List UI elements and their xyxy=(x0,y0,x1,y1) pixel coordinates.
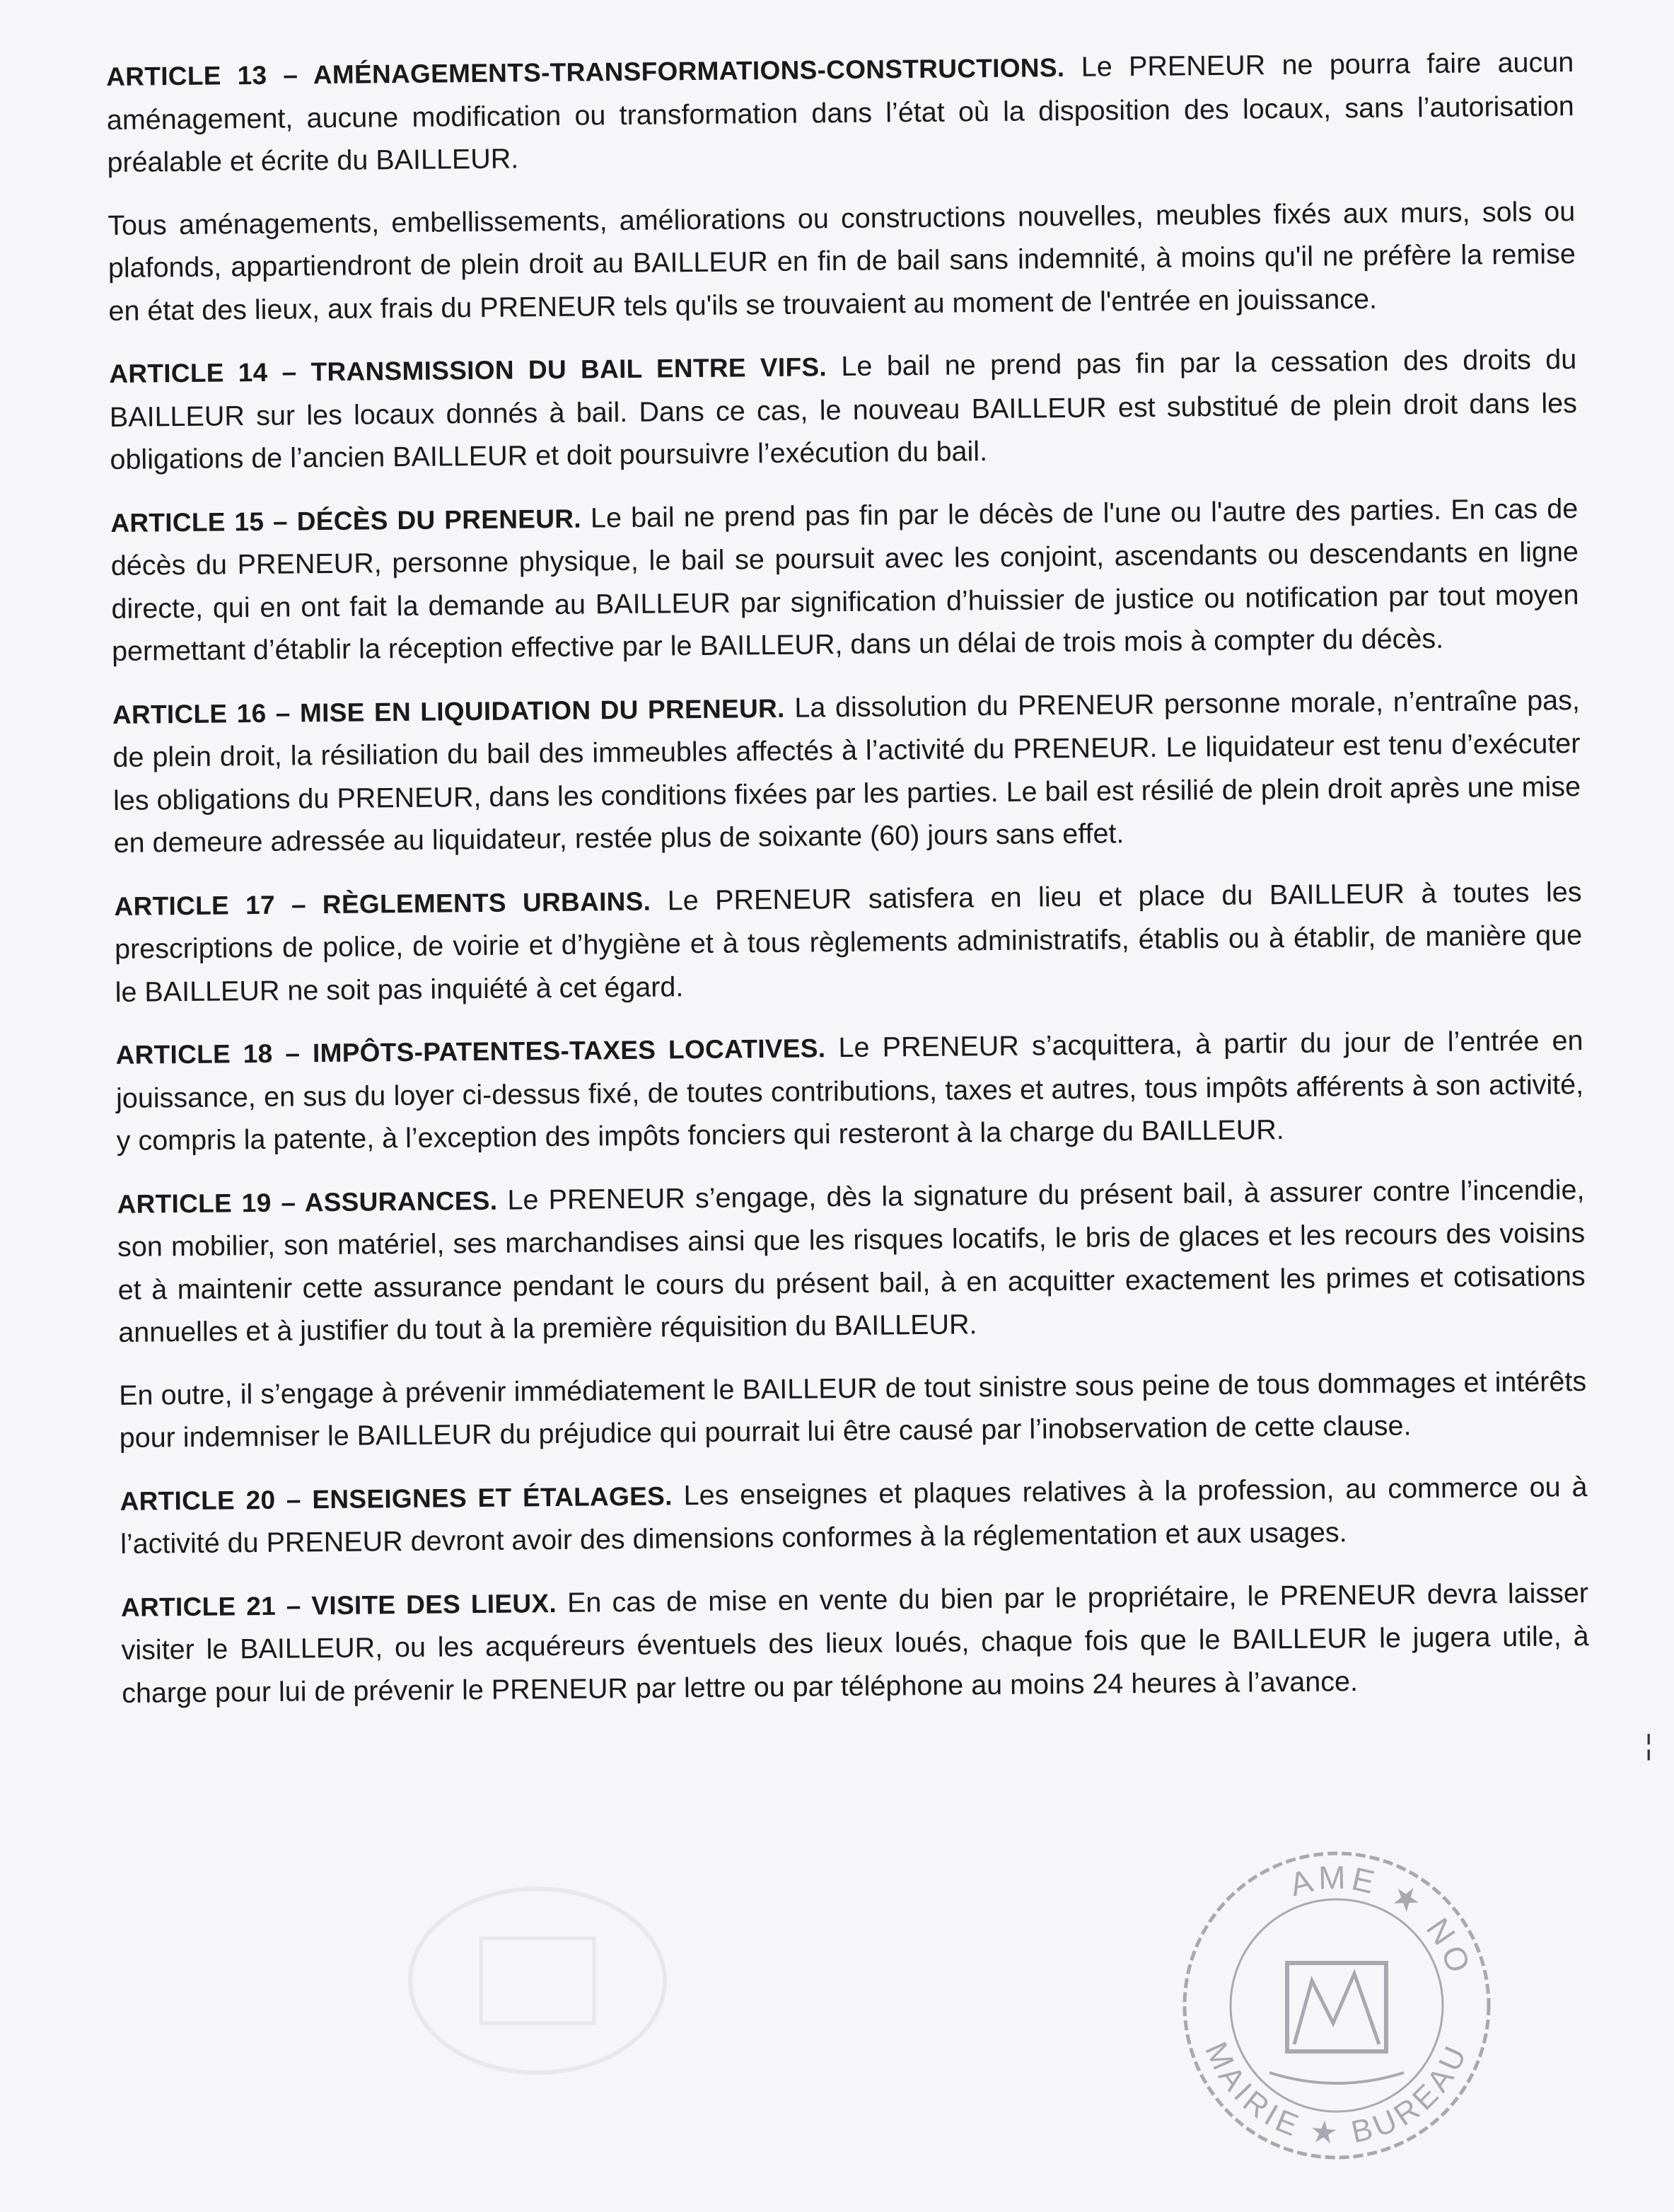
article-text: En cas de mise en vente du bien par le propriétaire, le PRENEUR devra laisser visiter le BAILLEUR, ou les acquéreurs éventuels des lieux loués, chaque fois que le BAILLEUR le jugera utile, à charge pour lui de prévenir le PRENEUR par lettre ou par téléphone au moins 24 heures à l’avance. xyxy=(121,1577,1589,1709)
stamp-top-text: AME ★ NO xyxy=(1285,1858,1480,1981)
margin-mark: ¦ xyxy=(1645,1730,1653,1761)
article-heading: ARTICLE 18 – IMPÔTS-PATENTES-TAXES LOCATIVES. xyxy=(115,1033,826,1070)
article-paragraph xyxy=(115,1019,1584,1162)
article-paragraph xyxy=(114,871,1583,1014)
article-paragraph xyxy=(110,487,1579,673)
article-paragraph xyxy=(112,679,1581,865)
article-text: Tous aménagements, embellissements, améliorations ou constructions nouvelles, meubles fixés aux murs, sols ou plafonds, appartiendront de plein droit au BAILLEUR en fin de bail sans indemnité, à moins qu'il ne préfère la remise en état des lieux, aux frais du PRENEUR tels qu'ils se trouvaient au moment de l'entrée en jouissance. xyxy=(107,195,1576,327)
article-text: Le bail ne prend pas fin par la cessation des droits du BAILLEUR sur les locaux donnés à bail. Dans ce cas, le nouveau BAILLEUR est substitué de plein droit dans les obligations de l’ancien BAILLEUR et doit poursuivre l’exécution du bail. xyxy=(109,344,1578,475)
article-text: Le bail ne prend pas fin par le décès de l'une ou l'autre des parties. En cas de décès du PRENEUR, personne physique, le bail se poursuit avec les conjoint, ascendants ou descendants en ligne directe, qui en ont fait la demande au BAILLEUR par signification d’huissier de justice ou notification par tout moyen permettant d’établir la réception effective par le BAILLEUR, dans un délai de trois mois à compter du décès. xyxy=(110,492,1579,667)
article-text: Le PRENEUR s’acquittera, à partir du jour de l’entrée en jouissance, en sus du loyer ci-dessus fixé, de toutes contributions, taxes et autres, tous impôts afférents à son activité, y compris la patente, à l’exception des impôts fonciers qui resteront à la charge du BAILLEUR. xyxy=(115,1025,1584,1157)
paragraph xyxy=(119,1360,1587,1459)
stamp-bottom-text: MAIRIE ★ BUREAU xyxy=(1198,2037,1475,2152)
article-heading: ARTICLE 20 – ENSEIGNES ET ÉTALAGES. xyxy=(120,1481,673,1516)
article-text: La dissolution du PRENEUR personne morale, n’entraîne pas, de plein droit, la résiliation du bail des immeubles affectés à l’activité du PRENEUR. Le liquidateur est tenu d’exécuter les obligations du PRENEUR, dans les conditions fixées par les parties. Le bail est résilié de plein droit après une mise en demeure adressée au liquidateur, restée plus de soixante (60) jours sans effet. xyxy=(112,684,1581,859)
article-heading: ARTICLE 19 – ASSURANCES. xyxy=(117,1186,498,1219)
document-body xyxy=(106,41,1590,1735)
article-paragraph xyxy=(106,41,1575,184)
article-text: Le PRENEUR s’engage, dès la signature du présent bail, à assurer contre l’incendie, son mobilier, son matériel, ses marchandises ainsi que les risques locatifs, le bris de glaces et les recours des voisins et à maintenir cette assurance pendant le cours du présent bail, à en acquitter exactement les primes et cotisations annuelles et à justifier du tout à la première réquisition du BAILLEUR. xyxy=(117,1174,1586,1348)
paragraph xyxy=(107,190,1576,332)
article-paragraph xyxy=(121,1571,1590,1714)
svg-text:MAIRIE ★ BUREAU xyxy=(1198,2037,1475,2152)
article-text: En outre, il s’engage à prévenir immédiatement le BAILLEUR de tout sinistre sous peine de tous dommages et intérêts pour indemniser le BAILLEUR du préjudice qui pourrait lui être causé par l’inobservation de cette clause. xyxy=(118,1365,1587,1454)
article-heading: ARTICLE 13 – AMÉNAGEMENTS-TRANSFORMATIONS-CONSTRUCTIONS. xyxy=(106,52,1065,91)
mairie-stamp xyxy=(1170,1839,1503,2172)
article-paragraph xyxy=(120,1465,1588,1565)
article-heading: ARTICLE 17 – RÈGLEMENTS URBAINS. xyxy=(114,886,651,921)
article-heading: ARTICLE 14 – TRANSMISSION DU BAIL ENTRE VIFS. xyxy=(109,352,827,388)
article-text: Le PRENEUR ne pourra faire aucun aménagement, aucune modification ou transformation dans l’état où la disposition des locaux, sans l’autorisation préalable et écrite du BAILLEUR. xyxy=(106,47,1574,178)
article-text: Le PRENEUR satisfera en lieu et place du BAILLEUR à toutes les prescriptions de police, de voirie et d’hygiène et à tous règlements administratifs, établis ou à établir, de manière que le BAILLEUR ne soit pas inquiété à cet égard. xyxy=(114,876,1583,1008)
faint-stamp-mark xyxy=(396,1875,693,2087)
article-paragraph xyxy=(117,1169,1586,1355)
article-paragraph xyxy=(109,338,1578,481)
article-heading: ARTICLE 21 – VISITE DES LIEUX. xyxy=(120,1588,557,1622)
article-heading: ARTICLE 15 – DÉCÈS DU PRENEUR. xyxy=(110,504,582,538)
article-text: Les enseignes et plaques relatives à la profession, au commerce ou à l’activité du PRENEUR devront avoir des dimensions conformes à la réglementation et aux usages. xyxy=(120,1471,1588,1560)
article-heading: ARTICLE 16 – MISE EN LIQUIDATION DU PRENEUR. xyxy=(112,693,785,729)
